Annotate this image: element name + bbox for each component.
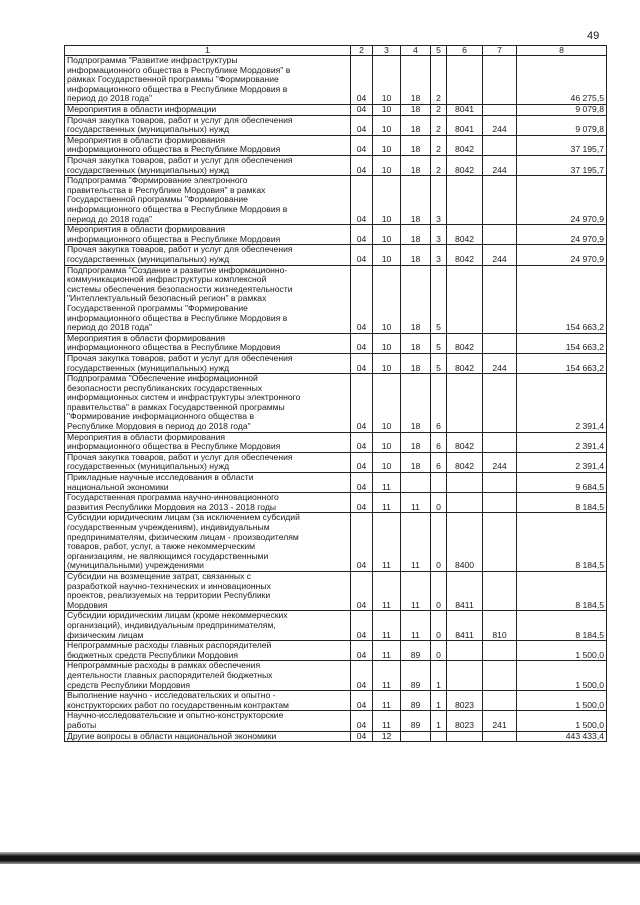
row-activity-cell: 8023 — [447, 711, 483, 731]
table-row — [65, 572, 607, 611]
row-amount-cell: 24 970,9 — [517, 225, 607, 245]
row-expense-type-cell — [483, 333, 517, 353]
row-amount-cell: 154 663,2 — [517, 353, 607, 373]
header-col-3: 3 — [373, 46, 401, 56]
row-activity-cell: 8400 — [447, 513, 483, 572]
row-subprogram-cell: 1 — [431, 691, 447, 711]
row-activity-cell — [447, 473, 483, 493]
row-section-cell: 04 — [351, 56, 373, 105]
row-expense-type-cell — [483, 56, 517, 105]
row-activity-cell: 8042 — [447, 333, 483, 353]
row-subprogram-cell: 6 — [431, 432, 447, 452]
row-subprogram-cell: 1 — [431, 711, 447, 731]
row-subsection-cell: 10 — [373, 374, 401, 433]
row-name-cell: Научно-исследовательские и опытно-конструкторские работы — [65, 711, 351, 731]
row-program-cell: 18 — [401, 225, 431, 245]
row-amount-cell: 8 184,5 — [517, 572, 607, 611]
header-col-7: 7 — [483, 46, 517, 56]
table-row — [65, 513, 607, 572]
table-row — [65, 641, 607, 661]
row-amount-cell: 2 391,4 — [517, 452, 607, 472]
row-amount-cell: 24 970,9 — [517, 176, 607, 225]
row-section-cell: 04 — [351, 661, 373, 691]
row-program-cell: 18 — [401, 176, 431, 225]
row-name-cell: Субсидии юридическим лицам (за исключением субсидий государственным учреждениям), индивидуальным предпринимателям, физическим лицам - производителям товаров, работ, услуг, а также некоммерческим организациям, не являющимся государственными (муниципальными) учреждениями — [65, 513, 351, 572]
row-section-cell: 04 — [351, 353, 373, 373]
row-subsection-cell: 11 — [373, 493, 401, 513]
row-subsection-cell: 10 — [373, 225, 401, 245]
row-amount-cell: 1 500,0 — [517, 691, 607, 711]
row-program-cell: 18 — [401, 333, 431, 353]
row-activity-cell — [447, 265, 483, 333]
row-amount-cell: 46 275,5 — [517, 56, 607, 105]
row-subsection-cell: 11 — [373, 691, 401, 711]
row-subprogram-cell — [431, 731, 447, 742]
row-subprogram-cell: 2 — [431, 115, 447, 135]
row-subprogram-cell: 2 — [431, 56, 447, 105]
row-activity-cell — [447, 493, 483, 513]
row-amount-cell: 1 500,0 — [517, 641, 607, 661]
row-activity-cell: 8042 — [447, 432, 483, 452]
row-expense-type-cell — [483, 493, 517, 513]
row-program-cell — [401, 473, 431, 493]
table-row — [65, 105, 607, 116]
row-activity-cell: 8041 — [447, 105, 483, 116]
row-amount-cell: 1 500,0 — [517, 661, 607, 691]
row-subprogram-cell: 6 — [431, 374, 447, 433]
row-subprogram-cell: 5 — [431, 333, 447, 353]
row-activity-cell: 8042 — [447, 135, 483, 155]
row-subsection-cell: 11 — [373, 711, 401, 731]
row-program-cell: 18 — [401, 452, 431, 472]
row-amount-cell: 9 079,8 — [517, 105, 607, 116]
row-program-cell: 18 — [401, 115, 431, 135]
table-row — [65, 245, 607, 265]
header-col-2: 2 — [351, 46, 373, 56]
row-subsection-cell: 10 — [373, 452, 401, 472]
row-program-cell: 18 — [401, 374, 431, 433]
table-row — [65, 661, 607, 691]
row-program-cell: 11 — [401, 493, 431, 513]
page-number: 49 — [587, 30, 600, 42]
row-program-cell — [401, 731, 431, 742]
table-row — [65, 473, 607, 493]
row-subsection-cell: 11 — [373, 572, 401, 611]
row-section-cell: 04 — [351, 611, 373, 641]
row-expense-type-cell: 810 — [483, 611, 517, 641]
row-section-cell: 04 — [351, 115, 373, 135]
table-row — [65, 374, 607, 433]
table-row — [65, 333, 607, 353]
row-subprogram-cell: 2 — [431, 135, 447, 155]
row-subsection-cell: 12 — [373, 731, 401, 742]
row-subprogram-cell: 0 — [431, 572, 447, 611]
row-activity-cell — [447, 661, 483, 691]
header-col-5: 5 — [431, 46, 447, 56]
row-program-cell: 18 — [401, 135, 431, 155]
row-name-cell: Подпрограмма "Развитие инфраструктуры информационного общества в Республике Мордовия" в рамках Государственной программы "Формирование информационного общества в Республике Мордовия в период до 2018 года" — [65, 56, 351, 105]
row-subprogram-cell: 0 — [431, 641, 447, 661]
row-amount-cell: 154 663,2 — [517, 265, 607, 333]
row-name-cell: Мероприятия в области формирования информационного общества в Республике Мордовия — [65, 225, 351, 245]
row-section-cell: 04 — [351, 493, 373, 513]
row-subprogram-cell: 2 — [431, 105, 447, 116]
row-subprogram-cell: 3 — [431, 176, 447, 225]
row-subprogram-cell: 6 — [431, 452, 447, 472]
row-activity-cell: 8042 — [447, 353, 483, 373]
row-amount-cell: 9 079,8 — [517, 115, 607, 135]
table-row — [65, 493, 607, 513]
row-name-cell: Субсидии юридическим лицам (кроме некоммерческих организаций), индивидуальным предпринимателям, физическим лицам — [65, 611, 351, 641]
row-expense-type-cell — [483, 473, 517, 493]
table-row — [65, 611, 607, 641]
row-program-cell: 18 — [401, 265, 431, 333]
row-subprogram-cell: 3 — [431, 245, 447, 265]
row-amount-cell: 8 184,5 — [517, 493, 607, 513]
row-subsection-cell: 10 — [373, 56, 401, 105]
row-expense-type-cell: 241 — [483, 711, 517, 731]
row-section-cell: 04 — [351, 731, 373, 742]
row-section-cell: 04 — [351, 225, 373, 245]
table-row — [65, 731, 607, 742]
row-subsection-cell: 11 — [373, 661, 401, 691]
row-section-cell: 04 — [351, 452, 373, 472]
header-col-name: 1 — [65, 46, 351, 56]
row-activity-cell — [447, 641, 483, 661]
row-expense-type-cell: 244 — [483, 452, 517, 472]
row-activity-cell: 8042 — [447, 452, 483, 472]
row-program-cell: 89 — [401, 691, 431, 711]
row-section-cell: 04 — [351, 105, 373, 116]
header-col-8: 8 — [517, 46, 607, 56]
row-subprogram-cell: 0 — [431, 611, 447, 641]
row-name-cell: Прочая закупка товаров, работ и услуг для обеспечения государственных (муниципальных) нужд — [65, 155, 351, 175]
row-program-cell: 18 — [401, 432, 431, 452]
row-activity-cell: 8042 — [447, 245, 483, 265]
row-expense-type-cell — [483, 731, 517, 742]
row-section-cell: 04 — [351, 572, 373, 611]
row-subprogram-cell — [431, 473, 447, 493]
table-row — [65, 56, 607, 105]
row-activity-cell: 8042 — [447, 225, 483, 245]
row-name-cell: Государственная программа научно-инновационного развития Республики Мордовия на 2013 - 2018 годы — [65, 493, 351, 513]
row-subsection-cell: 10 — [373, 265, 401, 333]
row-program-cell: 18 — [401, 245, 431, 265]
row-amount-cell: 37 195,7 — [517, 155, 607, 175]
row-expense-type-cell — [483, 661, 517, 691]
row-subsection-cell: 10 — [373, 155, 401, 175]
row-program-cell: 18 — [401, 56, 431, 105]
row-subprogram-cell: 5 — [431, 353, 447, 373]
row-activity-cell: 8411 — [447, 611, 483, 641]
row-activity-cell: 8411 — [447, 572, 483, 611]
table-row — [65, 265, 607, 333]
row-name-cell: Другие вопросы в области национальной экономики — [65, 731, 351, 742]
row-name-cell: Непрограммные расходы в рамках обеспечения деятельности главных распорядителей бюджетных средств Республики Мордовия — [65, 661, 351, 691]
row-expense-type-cell — [483, 225, 517, 245]
row-section-cell: 04 — [351, 641, 373, 661]
row-section-cell: 04 — [351, 265, 373, 333]
row-name-cell: Мероприятия в области формирования информационного общества в Республике Мордовия — [65, 432, 351, 452]
scan-edge-band — [0, 852, 640, 864]
row-subsection-cell: 10 — [373, 176, 401, 225]
row-amount-cell: 443 433,4 — [517, 731, 607, 742]
row-subsection-cell: 11 — [373, 513, 401, 572]
row-expense-type-cell — [483, 135, 517, 155]
table-row — [65, 115, 607, 135]
table-row — [65, 353, 607, 373]
row-subsection-cell: 11 — [373, 611, 401, 641]
row-subsection-cell: 11 — [373, 473, 401, 493]
row-program-cell: 11 — [401, 513, 431, 572]
row-subprogram-cell: 2 — [431, 155, 447, 175]
row-expense-type-cell: 244 — [483, 115, 517, 135]
row-section-cell: 04 — [351, 155, 373, 175]
row-name-cell: Выполнение научно - исследовательских и опытно - конструкторских работ по государственным контрактам — [65, 691, 351, 711]
table-row — [65, 176, 607, 225]
row-subsection-cell: 10 — [373, 353, 401, 373]
row-amount-cell: 8 184,5 — [517, 611, 607, 641]
row-subsection-cell: 10 — [373, 333, 401, 353]
row-program-cell: 89 — [401, 711, 431, 731]
header-col-6: 6 — [447, 46, 483, 56]
row-subsection-cell: 10 — [373, 432, 401, 452]
row-expense-type-cell — [483, 176, 517, 225]
row-subsection-cell: 11 — [373, 641, 401, 661]
row-activity-cell: 8023 — [447, 691, 483, 711]
row-section-cell: 04 — [351, 432, 373, 452]
row-section-cell: 04 — [351, 135, 373, 155]
row-subsection-cell: 10 — [373, 105, 401, 116]
row-section-cell: 04 — [351, 245, 373, 265]
row-program-cell: 89 — [401, 661, 431, 691]
row-amount-cell: 37 195,7 — [517, 135, 607, 155]
table-row — [65, 135, 607, 155]
table-row — [65, 432, 607, 452]
row-section-cell: 04 — [351, 333, 373, 353]
row-amount-cell: 8 184,5 — [517, 513, 607, 572]
row-expense-type-cell — [483, 432, 517, 452]
row-activity-cell: 8042 — [447, 155, 483, 175]
row-activity-cell — [447, 374, 483, 433]
row-name-cell: Мероприятия в области формирования информационного общества в Республике Мордовия — [65, 135, 351, 155]
row-expense-type-cell: 244 — [483, 155, 517, 175]
table-row — [65, 691, 607, 711]
row-name-cell: Мероприятия в области информации — [65, 105, 351, 116]
row-name-cell: Непрограммные расходы главных распорядителей бюджетных средств Республики Мордовия — [65, 641, 351, 661]
row-section-cell: 04 — [351, 513, 373, 572]
row-subsection-cell: 10 — [373, 245, 401, 265]
row-program-cell: 18 — [401, 353, 431, 373]
row-section-cell: 04 — [351, 473, 373, 493]
row-name-cell: Прочая закупка товаров, работ и услуг для обеспечения государственных (муниципальных) нужд — [65, 452, 351, 472]
row-amount-cell: 2 391,4 — [517, 432, 607, 452]
table-row — [65, 155, 607, 175]
row-activity-cell — [447, 731, 483, 742]
row-amount-cell: 24 970,9 — [517, 245, 607, 265]
row-program-cell: 18 — [401, 105, 431, 116]
row-expense-type-cell — [483, 691, 517, 711]
row-program-cell: 11 — [401, 572, 431, 611]
row-section-cell: 04 — [351, 711, 373, 731]
row-name-cell: Мероприятия в области формирования информационного общества в Республике Мордовия — [65, 333, 351, 353]
row-expense-type-cell — [483, 572, 517, 611]
row-name-cell: Субсидии на возмещение затрат, связанных с разработкой научно-технических и инновационных проектов, реализуемых на территории Республики Мордовия — [65, 572, 351, 611]
row-activity-cell: 8041 — [447, 115, 483, 135]
row-subsection-cell: 10 — [373, 135, 401, 155]
row-amount-cell: 2 391,4 — [517, 374, 607, 433]
row-section-cell: 04 — [351, 691, 373, 711]
row-expense-type-cell: 244 — [483, 245, 517, 265]
row-section-cell: 04 — [351, 374, 373, 433]
row-expense-type-cell: 244 — [483, 353, 517, 373]
row-amount-cell: 1 500,0 — [517, 711, 607, 731]
row-amount-cell: 154 663,2 — [517, 333, 607, 353]
budget-table — [64, 45, 607, 742]
row-activity-cell — [447, 176, 483, 225]
row-name-cell: Прочая закупка товаров, работ и услуг для обеспечения государственных (муниципальных) нужд — [65, 353, 351, 373]
row-name-cell: Прочая закупка товаров, работ и услуг для обеспечения государственных (муниципальных) нужд — [65, 115, 351, 135]
row-activity-cell — [447, 56, 483, 105]
row-program-cell: 18 — [401, 155, 431, 175]
row-expense-type-cell — [483, 641, 517, 661]
row-expense-type-cell — [483, 105, 517, 116]
row-section-cell: 04 — [351, 176, 373, 225]
row-expense-type-cell — [483, 265, 517, 333]
row-program-cell: 89 — [401, 641, 431, 661]
row-name-cell: Подпрограмма "Формирование электронного правительства в Республике Мордовия" в рамках Государственной программы "Формирование информационного общества в Республике Мордовия в период до 2018 года" — [65, 176, 351, 225]
row-name-cell: Прикладные научные исследования в области национальной экономики — [65, 473, 351, 493]
table-row — [65, 711, 607, 731]
row-subsection-cell: 10 — [373, 115, 401, 135]
header-row — [65, 46, 607, 56]
table-row — [65, 225, 607, 245]
row-name-cell: Прочая закупка товаров, работ и услуг для обеспечения государственных (муниципальных) нужд — [65, 245, 351, 265]
row-program-cell: 11 — [401, 611, 431, 641]
row-name-cell: Подпрограмма "Обеспечение информационной безопасности республиканских государственных информационных систем и инфраструктуры электронного правительства" в рамках Государственной программы "Формирование информационного общества в Республике Мордовия в период до 2018 года" — [65, 374, 351, 433]
row-subprogram-cell: 0 — [431, 513, 447, 572]
row-amount-cell: 9 684,5 — [517, 473, 607, 493]
row-subprogram-cell: 0 — [431, 493, 447, 513]
table-row — [65, 452, 607, 472]
row-subprogram-cell: 3 — [431, 225, 447, 245]
row-expense-type-cell — [483, 513, 517, 572]
row-expense-type-cell — [483, 374, 517, 433]
header-col-4: 4 — [401, 46, 431, 56]
row-subprogram-cell: 1 — [431, 661, 447, 691]
row-subprogram-cell: 5 — [431, 265, 447, 333]
row-name-cell: Подпрограмма "Создание и развитие информационно- коммуникационной инфраструктуры комплексной системы обеспечения безопасности жизнедеятельности "Интеллектуальный безопасный регион" в рамках Государственной программы "Формирование информационного общества в Республике Мордовия в период до 2018 года" — [65, 265, 351, 333]
